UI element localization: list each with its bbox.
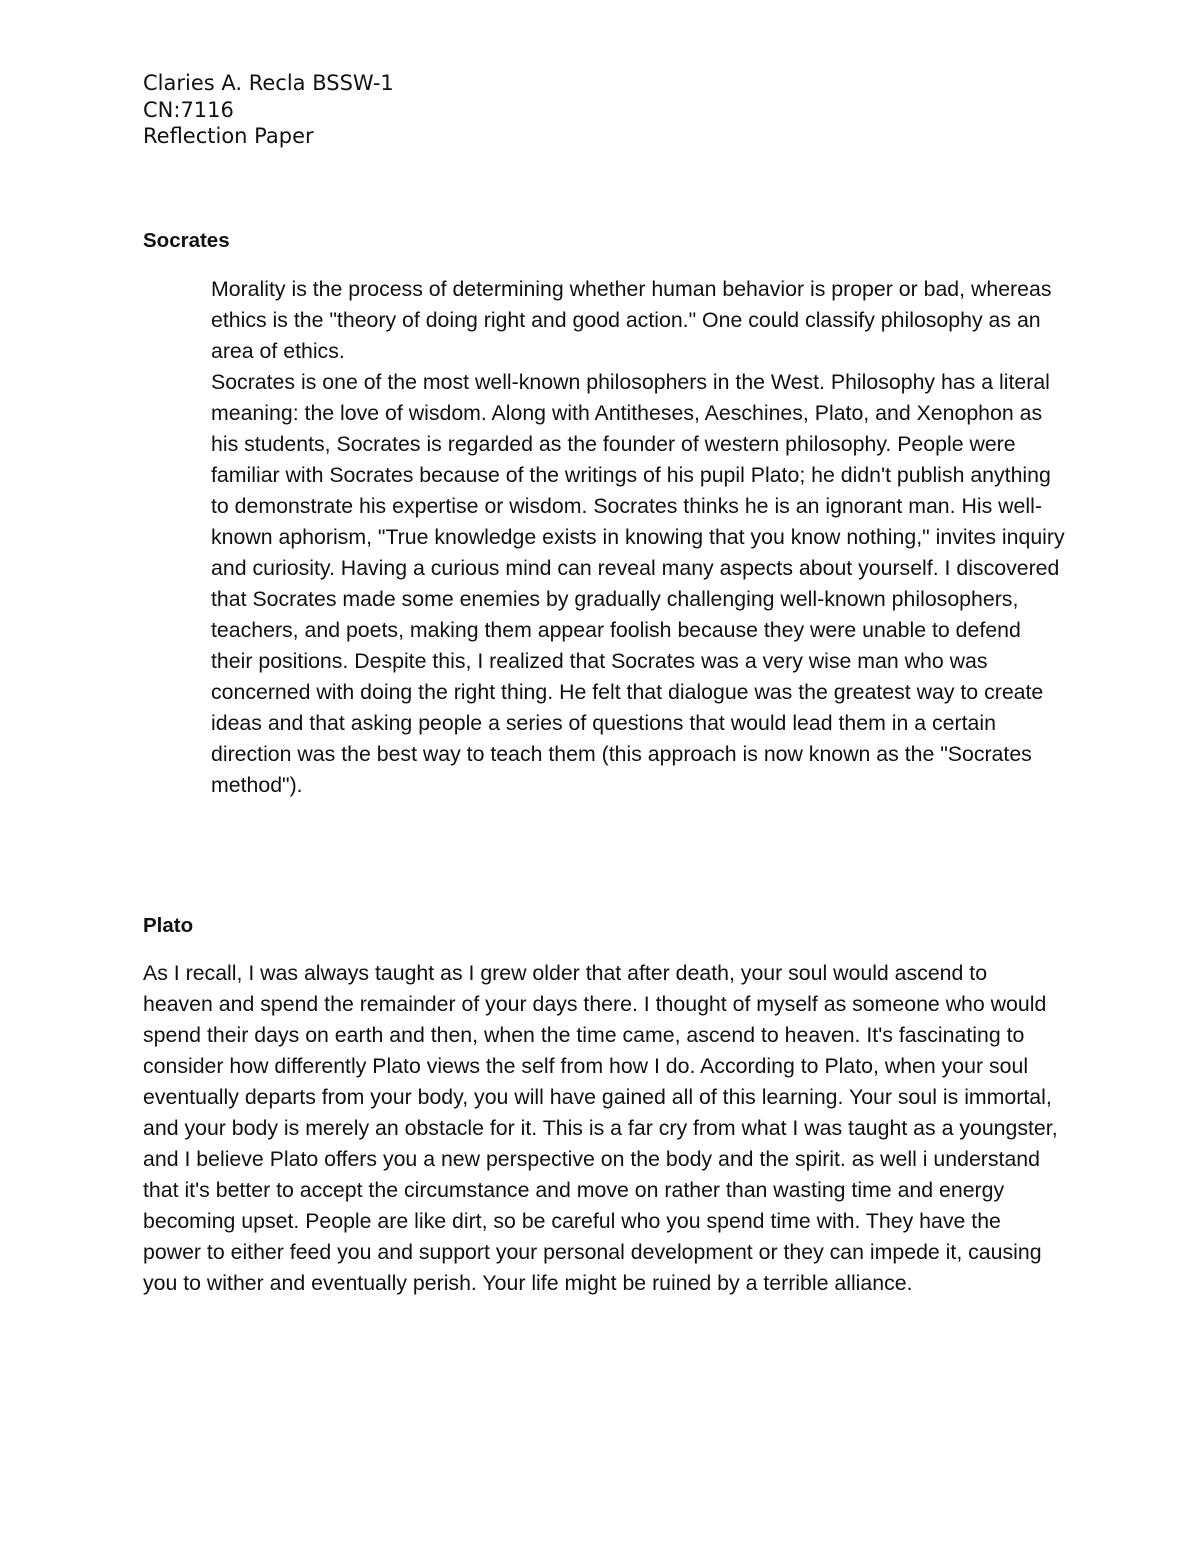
section-body-socrates bbox=[211, 274, 1066, 801]
author-line: Claries A. Recla BSSW-1 bbox=[143, 71, 394, 95]
socrates-paragraph-2: Socrates is one of the most well-known philosophers in the West. Philosophy has a literal meaning: the love of wisdom. Along with Antitheses, Aeschines, Plato, and Xenophon as his students, Socrates is regarded as the founder of western philosophy. People were familiar with Socrates because of the writings of his pupil Plato; he didn't publish anything to demonstrate his expertise or wisdom. Socrates thinks he is an ignorant man. His well-known aphorism, "True knowledge exists in knowing that you know nothing," invites inquiry and curiosity. Having a curious mind can reveal many aspects about yourself. I discovered that Socrates made some enemies by gradually challenging well-known philosophers, teachers, and poets, making them appear foolish because they were unable to defend their positions. Despite this, I realized that Socrates was a very wise man who was concerned with doing the right thing. He felt that dialogue was the greatest way to create ideas and that asking people a series of questions that would lead them in a certain direction was the best way to teach them (this approach is now known as the "Socrates method"). bbox=[211, 370, 1065, 797]
document-type: Reflection Paper bbox=[143, 124, 314, 148]
section-title-plato: Plato bbox=[143, 914, 194, 937]
plato-paragraph-1: As I recall, I was always taught as I grew older that after death, your soul would ascend to heaven and spend the remainder of your days there. I thought of myself as someone who would spend their days on earth and then, when the time came, ascend to heaven. It's fascinating to consider how differently Plato views the self from how I do. According to Plato, when your soul eventually departs from your body, you will have gained all of this learning. Your soul is immortal, and your body is merely an obstacle for it. This is a far cry from what I was taught as a youngster, and I believe Plato offers you a new perspective on the body and the spirit. as well i understand that it's better to accept the circumstance and move on rather than wasting time and energy becoming upset. People are like dirt, so be careful who you spend time with. They have the power to either feed you and support your personal development or they can impede it, causing you to wither and eventually perish. Your life might be ruined by a terrible alliance. bbox=[143, 961, 1058, 1295]
document-header bbox=[143, 70, 394, 150]
cn-line: CN:7116 bbox=[143, 97, 234, 122]
section-body-plato bbox=[143, 958, 1058, 1299]
socrates-paragraph-1: Morality is the process of determining whether human behavior is proper or bad, whereas ethics is the "theory of doing right and good action." One could classify philosophy as an area of ethics. bbox=[211, 277, 1052, 363]
section-title-socrates: Socrates bbox=[143, 229, 230, 252]
